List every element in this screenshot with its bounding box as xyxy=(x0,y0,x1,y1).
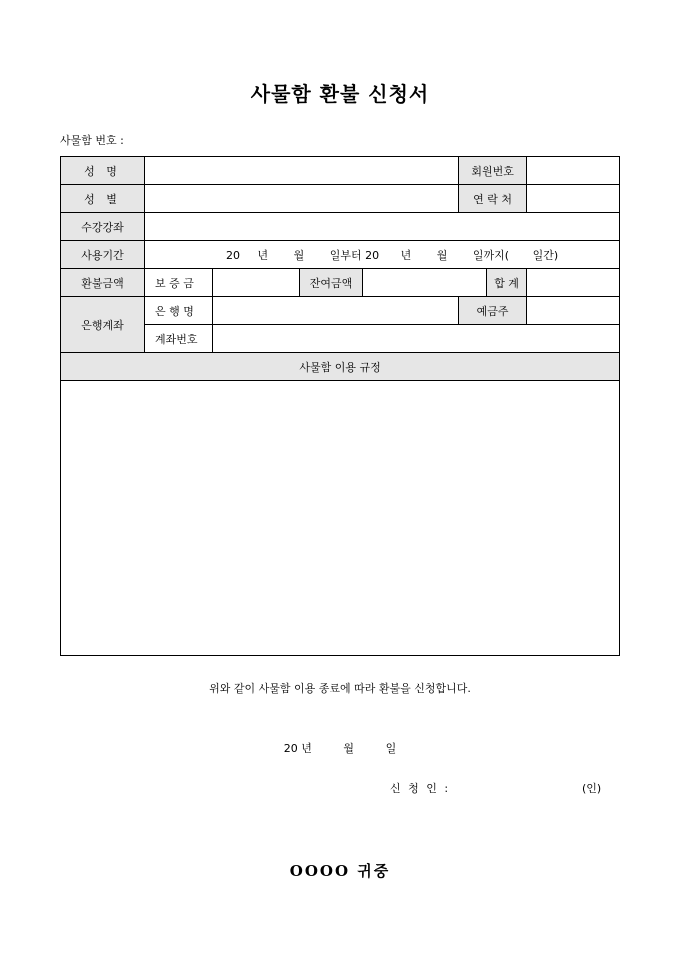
balance-field[interactable] xyxy=(363,269,487,297)
date-year: 20 년 xyxy=(283,742,312,755)
period-month-1: 월 xyxy=(293,248,305,262)
period-until: 일까지( xyxy=(472,248,510,262)
contact-label: 연 락 처 xyxy=(459,185,527,213)
bank-account-label: 은행계좌 xyxy=(61,297,145,353)
application-form-table xyxy=(60,156,620,656)
course-label: 수강강좌 xyxy=(61,213,145,241)
form-title: 사물함 환불 신청서 xyxy=(250,82,430,106)
date-month: 월 xyxy=(343,742,355,755)
rules-header: 사물함 이용 규정 xyxy=(61,353,620,381)
date-day: 일 xyxy=(385,742,397,755)
account-no-field[interactable] xyxy=(213,325,620,353)
deposit-label: 보 증 금 xyxy=(145,269,213,297)
rules-content-area[interactable] xyxy=(61,381,620,656)
bank-name-label: 은 행 명 xyxy=(145,297,213,325)
total-field[interactable] xyxy=(527,269,620,297)
statement-text: 위와 같이 사물함 이용 종료에 따라 환불을 신청합니다. xyxy=(209,682,471,695)
account-no-label: 계좌번호 xyxy=(145,325,213,353)
period-from: 일부터 20 xyxy=(329,248,380,262)
bank-name-field[interactable] xyxy=(213,297,459,325)
period-year-prefix: 20 xyxy=(225,248,240,262)
locker-number-row xyxy=(60,132,124,148)
member-no-label: 회원번호 xyxy=(459,157,527,185)
name-field[interactable] xyxy=(145,157,459,185)
gender-label xyxy=(61,185,145,213)
period-year-1: 년 xyxy=(257,248,269,262)
gender-label-text: 성 별 xyxy=(84,192,121,206)
deposit-field[interactable] xyxy=(213,269,300,297)
period-field[interactable] xyxy=(145,241,620,269)
course-field[interactable] xyxy=(145,213,620,241)
period-month-2: 월 xyxy=(436,248,448,262)
applicant-label: 신 청 인 : xyxy=(390,782,451,795)
refund-amount-label: 환불금액 xyxy=(61,269,145,297)
member-no-field[interactable] xyxy=(527,157,620,185)
recipient: OOOO 귀중 xyxy=(289,862,391,880)
seal-mark: (인) xyxy=(582,782,602,795)
name-label xyxy=(61,157,145,185)
locker-number-label: 사물함 번호 : xyxy=(60,134,124,147)
period-days: 일간) xyxy=(532,248,559,262)
holder-field[interactable] xyxy=(527,297,620,325)
date-line xyxy=(0,740,680,756)
total-label: 합 계 xyxy=(487,269,527,297)
period-label: 사용기간 xyxy=(61,241,145,269)
name-label-text: 성 명 xyxy=(84,164,121,178)
period-year-2: 년 xyxy=(400,248,412,262)
contact-field[interactable] xyxy=(527,185,620,213)
gender-field[interactable] xyxy=(145,185,459,213)
holder-label: 예금주 xyxy=(459,297,527,325)
balance-label: 잔여금액 xyxy=(300,269,363,297)
